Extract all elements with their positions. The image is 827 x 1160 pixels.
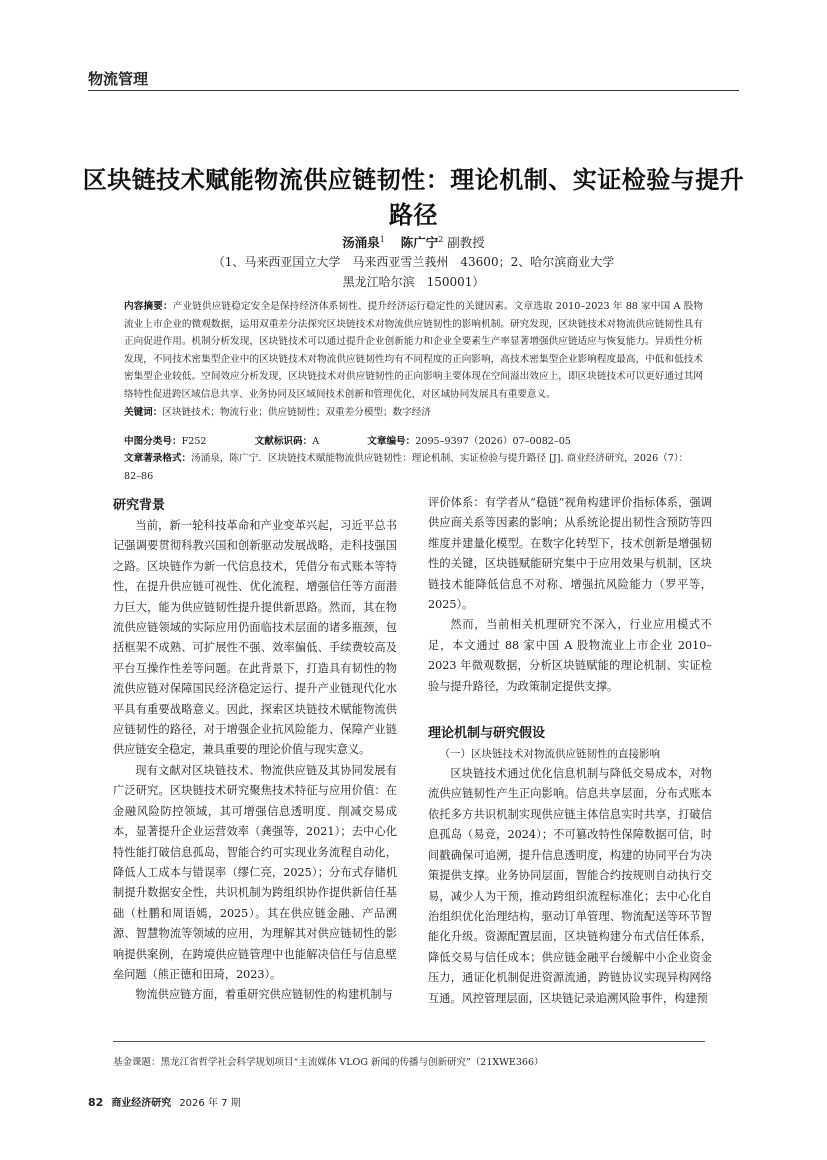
issue: 2026 年 7 期 [179,1098,241,1109]
affiliation-line-2: 黑龙江哈尔滨 150001） [342,275,485,289]
doc-code-value: A [312,436,320,447]
author-line [0,233,827,251]
page-number: 82 [88,1096,104,1109]
affiliation-line-1: （1、马来西亚国立大学 马来西亚雪兰莪州 43600；2、哈尔滨商业大学 [212,255,615,269]
article-number-value: 2095–9397（2026）07–0082–05 [415,436,571,447]
section-header: 物流管理 [88,70,149,88]
doc-code-label: 文献标识码： [254,436,313,447]
keywords-text: 区块链技术；物流行业；供应链韧性；双重差分模型；数字经济 [162,406,431,418]
fund-note: 基金课题：黑龙江省哲学社会科学规划项目“主流媒体 VLOG 新闻的传播与创新研究”（21XWE366） [113,1057,544,1068]
citation [124,450,703,485]
clc-label: 中图分类号： [124,436,182,447]
abstract-label: 内容摘要： [124,301,173,312]
article-title: 区块链技术赋能物流供应链韧性：理论机制、实证检验与提升路径 [82,166,745,229]
subheading-direct-effect: （一）区块链技术对物流供应链韧性的直接影响 [439,748,661,761]
citation-text: 汤涌泉，陈广宁．区块链技术赋能物流供应链韧性：理论机制、实证检验与提升路径 [J]. 商业经济研究，2026（7）：82–86 [124,453,689,482]
paragraph: 然而，当前相关机理研究不深入，行业应用模式不足，本文通过 88 家中国 A 股物流业上市企业 2010–2023 年微观数据，分析区块链赋能的理论机制、实证检验与提升路径，为政策制定提供支撑。 [428,618,712,693]
clc-value: F252 [181,436,207,447]
article-number-label: 文章编号： [367,436,416,447]
right-column [428,493,712,1009]
classification-line [124,433,703,447]
author-2-sup: 2 [438,234,444,244]
paragraph: 现有文献对区块链技术、物流供应链及其协同发展有广泛研究。区块链技术研究聚焦技术特征与应用价值：在金融风险防控领域，其可增强信息透明度、削减交易成本，显著提升企业运营效率（龚强等，2021）；去中心化特性能打破信息孤岛，智能合约可实现业务流程自动化，降低人工成本与错误率（缪仁亮，2025）；分布式存储机制提升数据安全性，共识机制为跨组织协作提供新信任基础（杜鹏和周语嫣，2025）。其在供应链金融、产品溯源、智慧物流等领域的应用，为理解其对供应链韧性的影响提供案例，在跨境供应链管理中也能解决信任与信息壁垒问题（熊正德和田琦，2023）。 [113,763,397,981]
author-1-sup: 1 [379,234,385,244]
left-column [113,496,397,1006]
header-rule [88,90,739,91]
citation-label: 文章著录格式： [124,453,192,464]
paragraph: 物流供应链方面，着重研究供应链韧性的构建机制与 [135,988,393,1002]
keywords-label: 关键词： [124,406,163,418]
footnote-rule [113,1041,705,1042]
heading-research-background: 研究背景 [113,498,166,513]
page-footer [88,1094,241,1109]
author-2-title: 副教授 [447,235,485,250]
abstract [124,298,703,421]
paragraph: 评价体系：有学者从“稳链”视角构建评价指标体系，强调供应商关系等因素的影响；从系统论提出韧性含预防等四维度并建量化模型。在数字化转型下，技术创新是增强韧性的关键，区块链赋能研究集中于应用效果与机制，区块链技术能降低信息不对称、增强抗风险能力（罗平等，2025）。 [428,496,712,612]
paragraph: 区块链技术通过优化信息机制与降低交易成本，对物流供应链韧性产生正向影响。信息共享层面，分布式账本依托多方共识机制实现供应链主体信息实时共享，打破信息孤岛（易竞，2024）；不可篡改特性保障数据可信，时间戳确保可追溯，提升信息透明度，构建的协同平台为决策提供支撑。业务协同层面，智能合约按规则自动执行交易，减少人为干预，推动跨组织流程标准化；去中心化自治组织优化治理结构，驱动订单管理、物流配送等环节智能化升级。资源配置层面，区块链构建分布式信任体系，降低交易与信任成本；供应链金融平台缓解中小企业资金压力，通证化机制促进资源流通，跨链协议实现异构网络互通。风控管理层面，区块链记录追溯风险事件，构建预 [428,767,712,1005]
heading-theory: 理论机制与研究假设 [428,726,546,742]
author-1: 汤涌泉 [342,235,380,250]
paragraph: 当前，新一轮科技革命和产业变革兴起，习近平总书记强调要贯彻科教兴国和创新驱动发展战略，走科技强国之路。区块链作为新一代信息技术，凭借分布式账本等特性，在提升供应链可视性、优化流程、增强信任等方面潜力巨大，能为供应链韧性提升提供新思路。然而，其在物流供应链领域的实际应用仍面临技术层面的诸多瓶颈，包括框架不成熟、可扩展性不强、效率偏低、手续费较高及平台互操作性差等问题。在此背景下，打造具有韧性的物流供应链对保障国民经济稳定运行、提升产业链现代化水平具有重要战略意义。因此，探索区块链技术赋能物流供应链韧性的路径，对于增强企业抗风险能力、保障产业链供应链安全稳定，兼具重要的理论价值与现实意义。 [113,519,397,757]
abstract-text: 产业链供应链稳定安全是保持经济体系韧性、提升经济运行稳定性的关键因素。文章选取 2010–2023 年 88 家中国 A 股物流业上市企业的微观数据，运用双重差分法探究区块链技术对物流供应链韧性的影响机制。研究发现，区块链技术对物流供应链韧性具有正向促进作用。机制分析发现，区块链技术可以通过提升企业创新能力和企业全要素生产率显著增强供应链适应与恢复能力。异质性分析发现，不同技术密集型企业中的区块链技术对物流供应链韧性均有不同程度的正向影响，高技术密集型企业影响程度最高，中低和低技术密集型企业较低。空间效应分析发现，区块链技术对供应链韧性的正向影响主要体现在空间溢出效应上，即区块链技术可以更好通过其网络特性促进跨区域信息共享、业务协同及区域间技术创新和管理优化，对区域协同发展具有重要意义。 [124,301,703,400]
author-2: 陈广宁 [400,235,439,250]
journal-name: 商业经济研究 [111,1098,172,1109]
